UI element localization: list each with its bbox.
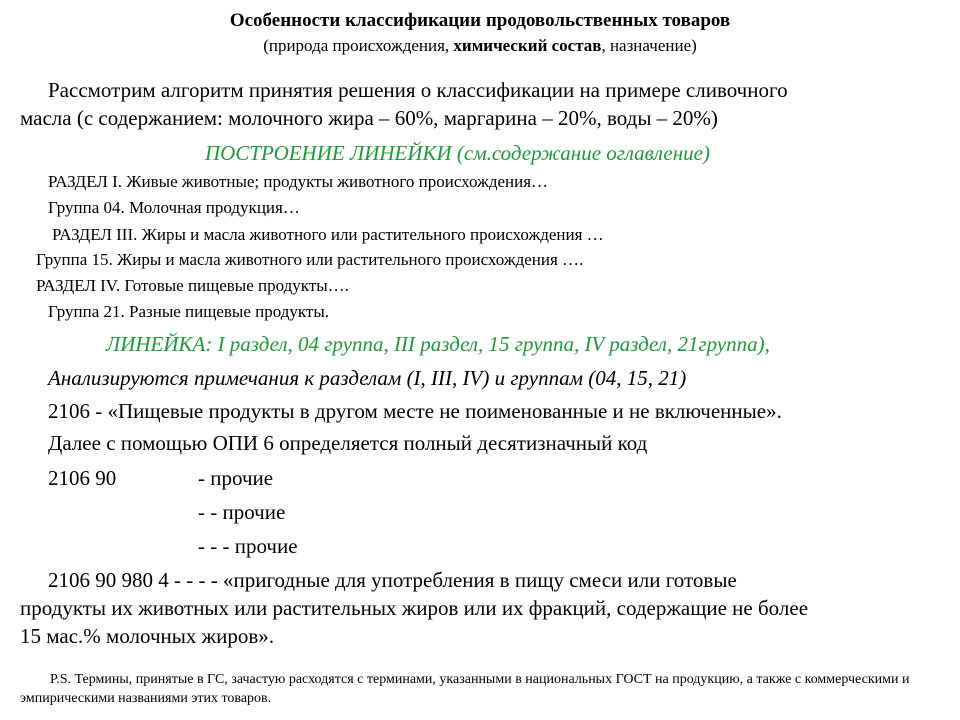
analysis-line: Анализируются примечания к разделам (I, III, IV) и группам (04, 15, 21) [48,366,687,390]
opi6-line: Далее с помощью ОПИ 6 определяется полный десятизначный код [48,431,648,455]
group-21: Группа 21. Разные пищевые продукты. [48,302,330,321]
code-2106-90: 2106 90 [48,466,117,490]
final-code-line-3: 15 мас.% молочных жиров». [20,624,275,648]
final-code-line-1: 2106 90 980 4 - - - - «пригодные для употребления в пищу смеси или готовые [48,568,737,592]
group-04: Группа 04. Молочная продукция… [48,198,300,217]
subtitle-part-1: (природа происхождения, [263,36,454,55]
final-code-line-2: продукты их животных или растительных жиров или их фракций, содержащие не более [20,596,809,620]
intro-line-2: масла (с содержанием: молочного жира – 60%, маргарина – 20%, воды – 20%) [20,106,718,130]
section-4: РАЗДЕЛ IV. Готовые пищевые продукты…. [36,276,349,295]
group-15: Группа 15. Жиры и масла животного или растительного происхождения …. [36,250,584,269]
heading-2106: 2106 - «Пищевые продукты в другом месте не поименованные и не включенные». [48,399,782,423]
subtitle-part-2: , назначение) [601,36,697,55]
code-row-1-desc: - прочие [198,466,274,490]
code-row-3-desc: - - - прочие [198,534,298,558]
page-title: Особенности классификации продовольственных товаров [229,10,731,31]
ruler-line: ЛИНЕЙКА: I раздел, 04 группа, III раздел, 15 группа, IV раздел, 21группа), [106,332,770,356]
subtitle-bold: химический состав [453,36,602,55]
page-subtitle [0,35,960,57]
ruler-heading: ПОСТРОЕНИЕ ЛИНЕЙКИ (см.содержание оглавление) [205,141,710,165]
postscript-note: P.S. Термины, принятые в ГС, зачастую расходятся с терминами, указанными в национальных ГОСТ на продукцию, а также с коммерческими и эмпирическими названиями этих товаров. [20,672,910,706]
section-1: РАЗДЕЛ I. Живые животные; продукты животного происхождения… [48,172,549,191]
intro-line-1: Рассмотрим алгоритм принятия решения о классификации на примере сливочного [48,78,788,102]
section-3: РАЗДЕЛ III. Жиры и масла животного или растительного происхождения … [52,225,604,244]
code-row-2-desc: - - прочие [198,500,286,524]
